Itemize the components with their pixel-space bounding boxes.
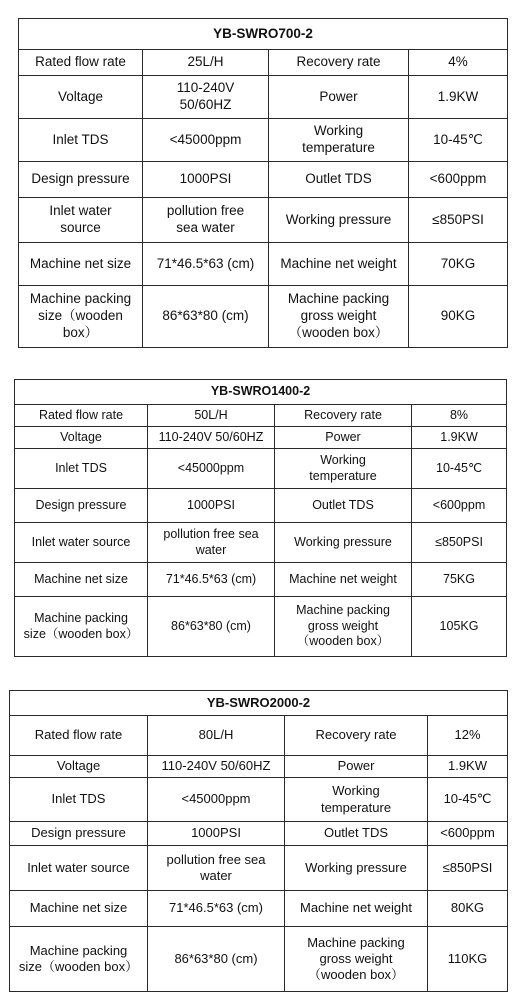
spec-value-cell: 1.9KW bbox=[428, 756, 508, 778]
spec-label-cell: Inlet TDS bbox=[10, 778, 148, 822]
spec-label-cell: Rated flow rate bbox=[10, 716, 148, 756]
spec-label-cell: Working temperature bbox=[275, 449, 412, 489]
spec-value-cell: 110-240V 50/60HZ bbox=[143, 76, 269, 119]
spec-value-cell: 71*46.5*63 (cm) bbox=[148, 563, 275, 597]
spec-label-cell: Power bbox=[275, 427, 412, 449]
spec-value-cell: 25L/H bbox=[143, 50, 269, 76]
spec-value-cell: 10-45℃ bbox=[412, 449, 507, 489]
spec-value-cell: 75KG bbox=[412, 563, 507, 597]
table-row bbox=[10, 716, 508, 756]
spec-label-cell: Machine packing gross weight （wooden box） bbox=[275, 597, 412, 657]
table-row bbox=[10, 891, 508, 927]
table-row bbox=[15, 449, 507, 489]
spec-label-cell: Inlet water source bbox=[10, 846, 148, 891]
spec-label-cell: Outlet TDS bbox=[269, 162, 409, 198]
table-title-row bbox=[15, 380, 507, 405]
spec-value-cell: 86*63*80 (cm) bbox=[148, 597, 275, 657]
spec-table-swro1400 bbox=[14, 379, 507, 657]
spec-value-cell: 1.9KW bbox=[412, 427, 507, 449]
spec-label-cell: Working pressure bbox=[269, 198, 409, 243]
table-title-row bbox=[10, 691, 508, 716]
spec-label-cell: Machine net size bbox=[15, 563, 148, 597]
table-row bbox=[19, 286, 508, 348]
table-row bbox=[15, 427, 507, 449]
model-title: YB-SWRO1400-2 bbox=[15, 380, 507, 405]
spec-value-cell: 110-240V 50/60HZ bbox=[148, 756, 285, 778]
spec-label-cell: Machine net weight bbox=[269, 243, 409, 286]
spec-label-cell: Power bbox=[269, 76, 409, 119]
spec-label-cell: Working temperature bbox=[285, 778, 428, 822]
spec-label-cell: Machine net size bbox=[19, 243, 143, 286]
spec-label-cell: Recovery rate bbox=[285, 716, 428, 756]
spec-label-cell: Machine net size bbox=[10, 891, 148, 927]
spec-value-cell: 8% bbox=[412, 405, 507, 427]
table-row bbox=[15, 563, 507, 597]
table-row bbox=[10, 927, 508, 992]
spec-value-cell: 105KG bbox=[412, 597, 507, 657]
spec-value-cell: <600ppm bbox=[409, 162, 508, 198]
spec-label-cell: Inlet TDS bbox=[15, 449, 148, 489]
table-row bbox=[10, 822, 508, 846]
spec-value-cell: 1000PSI bbox=[143, 162, 269, 198]
table-row bbox=[15, 489, 507, 523]
table-row bbox=[10, 756, 508, 778]
table-row bbox=[15, 523, 507, 563]
spec-label-cell: Voltage bbox=[19, 76, 143, 119]
model-title: YB-SWRO2000-2 bbox=[10, 691, 508, 716]
table-row bbox=[19, 119, 508, 162]
spec-label-cell: Voltage bbox=[10, 756, 148, 778]
spec-value-cell: 50L/H bbox=[148, 405, 275, 427]
spec-value-cell: 86*63*80 (cm) bbox=[143, 286, 269, 348]
spec-label-cell: Working temperature bbox=[269, 119, 409, 162]
table-row bbox=[19, 50, 508, 76]
spec-value-cell: 10-45℃ bbox=[428, 778, 508, 822]
spec-value-cell: 1000PSI bbox=[148, 822, 285, 846]
spec-label-cell: Rated flow rate bbox=[19, 50, 143, 76]
spec-label-cell: Recovery rate bbox=[269, 50, 409, 76]
spec-value-cell: 80KG bbox=[428, 891, 508, 927]
spec-label-cell: Outlet TDS bbox=[275, 489, 412, 523]
spec-label-cell: Voltage bbox=[15, 427, 148, 449]
spec-value-cell: 1000PSI bbox=[148, 489, 275, 523]
spec-value-cell: <45000ppm bbox=[148, 778, 285, 822]
spec-value-cell: 71*46.5*63 (cm) bbox=[148, 891, 285, 927]
table-title-row bbox=[19, 19, 508, 50]
table-row bbox=[19, 162, 508, 198]
model-title: YB-SWRO700-2 bbox=[19, 19, 508, 50]
spec-label-cell: Design pressure bbox=[15, 489, 148, 523]
spec-value-cell: ≤850PSI bbox=[409, 198, 508, 243]
spec-label-cell: Machine net weight bbox=[275, 563, 412, 597]
spec-label-cell: Outlet TDS bbox=[285, 822, 428, 846]
spec-label-cell: Machine packing gross weight （wooden box） bbox=[269, 286, 409, 348]
spec-label-cell: Rated flow rate bbox=[15, 405, 148, 427]
spec-value-cell: 70KG bbox=[409, 243, 508, 286]
spec-value-cell: 71*46.5*63 (cm) bbox=[143, 243, 269, 286]
spec-value-cell: ≤850PSI bbox=[428, 846, 508, 891]
spec-label-cell: Power bbox=[285, 756, 428, 778]
spec-value-cell: 1.9KW bbox=[409, 76, 508, 119]
spec-value-cell: <45000ppm bbox=[148, 449, 275, 489]
spec-value-cell: 80L/H bbox=[148, 716, 285, 756]
table-row bbox=[19, 76, 508, 119]
table-row bbox=[10, 778, 508, 822]
spec-label-cell: Machine packing size（wooden box） bbox=[19, 286, 143, 348]
spec-label-cell: Machine packing size（wooden box） bbox=[15, 597, 148, 657]
spec-label-cell: Machine packing gross weight （wooden box） bbox=[285, 927, 428, 992]
spec-label-cell: Inlet water source bbox=[15, 523, 148, 563]
spec-value-cell: <45000ppm bbox=[143, 119, 269, 162]
spec-label-cell: Working pressure bbox=[285, 846, 428, 891]
table-row bbox=[15, 597, 507, 657]
spec-value-cell: 10-45℃ bbox=[409, 119, 508, 162]
spec-value-cell: ≤850PSI bbox=[412, 523, 507, 563]
spec-label-cell: Recovery rate bbox=[275, 405, 412, 427]
spec-value-cell: 4% bbox=[409, 50, 508, 76]
spec-label-cell: Working pressure bbox=[275, 523, 412, 563]
spec-value-cell: 110KG bbox=[428, 927, 508, 992]
spec-label-cell: Inlet TDS bbox=[19, 119, 143, 162]
spec-label-cell: Design pressure bbox=[10, 822, 148, 846]
table-row bbox=[10, 846, 508, 891]
spec-label-cell: Design pressure bbox=[19, 162, 143, 198]
spec-value-cell: 86*63*80 (cm) bbox=[148, 927, 285, 992]
spec-value-cell: pollution free sea water bbox=[148, 846, 285, 891]
spec-label-cell: Machine packing size（wooden box） bbox=[10, 927, 148, 992]
spec-value-cell: 90KG bbox=[409, 286, 508, 348]
spec-value-cell: pollution free sea water bbox=[143, 198, 269, 243]
spec-value-cell: <600ppm bbox=[428, 822, 508, 846]
spec-value-cell: pollution free sea water bbox=[148, 523, 275, 563]
spec-label-cell: Machine net weight bbox=[285, 891, 428, 927]
spec-value-cell: 12% bbox=[428, 716, 508, 756]
table-row bbox=[15, 405, 507, 427]
table-row bbox=[19, 198, 508, 243]
spec-value-cell: <600ppm bbox=[412, 489, 507, 523]
spec-table-swro2000 bbox=[9, 690, 508, 992]
spec-value-cell: 110-240V 50/60HZ bbox=[148, 427, 275, 449]
spec-table-swro700 bbox=[18, 18, 508, 348]
spec-label-cell: Inlet water source bbox=[19, 198, 143, 243]
table-row bbox=[19, 243, 508, 286]
